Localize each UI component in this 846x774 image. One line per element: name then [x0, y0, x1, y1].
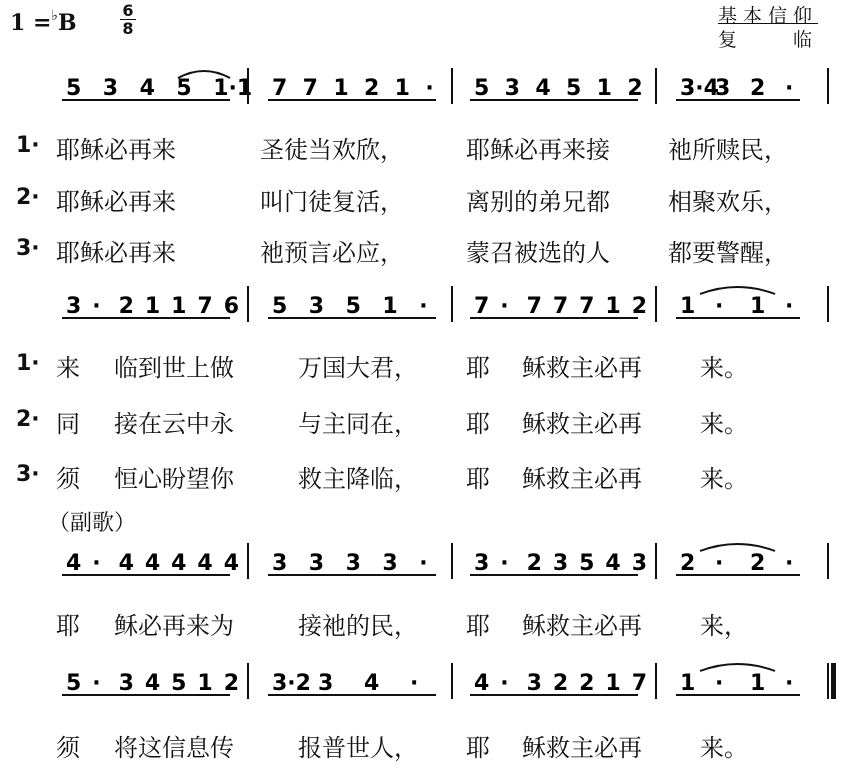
note-row4-0-3: 4 — [144, 671, 161, 696]
note-row3-0-5: 4 — [197, 551, 213, 576]
tie-2 — [700, 544, 775, 551]
note-row2-2-3: 7 — [552, 294, 569, 319]
note-row3-2-5: 4 — [605, 551, 621, 576]
note-row1-3-2: 2 — [750, 76, 766, 101]
credit-category: 基本信仰 — [717, 5, 818, 27]
note-row1-2-3: 5 — [566, 76, 582, 101]
note-row2-2-2: 7 — [526, 294, 542, 319]
note-row2-1-1: 3 — [308, 294, 325, 319]
note-row1-0-4: 1·1 — [213, 76, 253, 101]
note-row2-0-2: 2 — [118, 294, 134, 319]
note-row3-2-3: 3 — [552, 551, 569, 576]
note-row3-0-4: 4 — [171, 551, 187, 576]
note-row1-0-1: 3 — [102, 76, 119, 101]
note-row1-0-2: 4 — [139, 76, 155, 101]
note-row4-3-0: 1 — [680, 671, 696, 696]
note-row3-3-2: 2 — [750, 551, 766, 576]
note-row3-0-2: 4 — [118, 551, 134, 576]
note-row2-0-3: 1 — [144, 294, 161, 319]
note-row2-3-2: 1 — [750, 294, 766, 319]
key-signature: 1 =♭B — [10, 8, 77, 36]
note-row2-2-1: · — [500, 294, 509, 319]
note-row1-3-1: 3 — [715, 76, 731, 101]
note-row4-2-4: 2 — [579, 671, 595, 696]
note-row2-2-0: 7 — [474, 294, 490, 319]
verse2-line-2: 2· 同 接在云中永 与主同在， 耶 稣救主必再 来。 — [16, 407, 748, 438]
note-row2-0-6: 6 — [223, 294, 240, 319]
note-row3-0-3: 4 — [144, 551, 161, 576]
note-row3-2-4: 5 — [579, 551, 595, 576]
note-row3-0-1: · — [92, 551, 101, 576]
verse3-line: 3· 耶稣必再来 祂预言必应， 蒙召被选的人 都要警醒， — [16, 236, 788, 267]
note-row2-1-3: 1 — [382, 294, 398, 319]
note-row4-1-0: 3·2 — [272, 671, 311, 696]
note-row1-1-1: 7 — [302, 76, 318, 101]
note-row1-2-1: 3 — [504, 76, 520, 101]
note-row3-1-4: · — [419, 551, 428, 576]
note-row4-0-2: 3 — [118, 671, 134, 696]
note-row1-2-4: 1 — [596, 76, 612, 101]
note-row2-0-4: 1 — [171, 294, 187, 319]
note-row1-1-5: · — [425, 76, 434, 101]
final-barline — [831, 663, 836, 699]
note-row1-2-5: 2 — [627, 76, 643, 101]
chorus-label: （副歌） — [48, 511, 137, 536]
note-row2-2-5: 1 — [605, 294, 621, 319]
note-row4-2-3: 2 — [552, 671, 569, 696]
note-row4-1-3: · — [410, 671, 419, 696]
note-row1-1-3: 2 — [364, 76, 380, 101]
note-row3-1-2: 3 — [345, 551, 361, 576]
note-row3-0-0: 4 — [66, 551, 82, 576]
note-row4-0-1: · — [92, 671, 101, 696]
note-row2-0-0: 3 — [66, 294, 82, 319]
note-row1-1-4: 1 — [394, 76, 410, 101]
note-row4-2-1: · — [500, 671, 509, 696]
note-row4-0-0: 5 — [66, 671, 82, 696]
note-row2-0-5: 7 — [197, 294, 213, 319]
note-row1-0-3: 5 — [176, 76, 192, 101]
note-row4-2-0: 4 — [474, 671, 490, 696]
note-row2-3-0: 1 — [680, 294, 696, 319]
note-row1-3-3: · — [785, 76, 794, 101]
verse2-line: 2· 耶稣必再来 叫门徒复活， 离别的弟兄都 相聚欢乐， — [16, 185, 788, 216]
time-signature: 6 8 — [120, 2, 136, 37]
note-row1-1-2: 1 — [333, 76, 349, 101]
note-row4-0-6: 2 — [223, 671, 240, 696]
note-row4-3-3: · — [785, 671, 794, 696]
note-row1-3-0: 3·4 — [680, 76, 719, 101]
note-row3-3-0: 2 — [680, 551, 696, 576]
note-row2-1-0: 5 — [272, 294, 288, 319]
note-row4-2-2: 3 — [526, 671, 542, 696]
note-row3-3-1: · — [715, 551, 724, 576]
note-row3-1-0: 3 — [272, 551, 288, 576]
note-row4-1-1: 3 — [318, 671, 334, 696]
note-row1-2-0: 5 — [474, 76, 490, 101]
tie-3 — [700, 664, 775, 671]
note-row2-2-4: 7 — [579, 294, 595, 319]
note-row2-3-1: · — [715, 294, 724, 319]
note-row1-1-0: 7 — [272, 76, 288, 101]
note-row3-1-1: 3 — [308, 551, 325, 576]
note-row4-0-4: 5 — [171, 671, 187, 696]
note-row2-0-1: · — [92, 294, 101, 319]
note-row3-0-6: 4 — [223, 551, 240, 576]
note-row3-2-1: · — [500, 551, 509, 576]
tie-1 — [700, 287, 775, 294]
note-row3-1-3: 3 — [382, 551, 398, 576]
note-row4-2-5: 1 — [605, 671, 621, 696]
note-row4-2-6: 7 — [631, 671, 648, 696]
verse1-line-2: 1· 来 临到世上做 万国大君， 耶 稣救主必再 来。 — [16, 351, 748, 382]
credit-title: 复 临 — [717, 29, 818, 51]
note-row4-3-1: · — [715, 671, 724, 696]
note-row4-0-5: 1 — [197, 671, 213, 696]
verse3-line-2: 3· 须 恒心盼望你 救主降临， 耶 稣救主必再 来。 — [16, 462, 748, 493]
verse1-line: 1· 耶稣必再来 圣徒当欢欣， 耶稣必再来接 祂所赎民， — [16, 133, 788, 164]
note-row2-1-4: · — [419, 294, 428, 319]
note-row3-2-0: 3 — [474, 551, 490, 576]
note-row1-2-2: 4 — [535, 76, 551, 101]
note-row1-0-0: 5 — [66, 76, 82, 101]
note-row3-2-2: 2 — [526, 551, 542, 576]
note-row3-2-6: 3 — [631, 551, 648, 576]
note-row2-2-6: 2 — [631, 294, 648, 319]
note-row3-3-3: · — [785, 551, 794, 576]
note-row2-3-3: · — [785, 294, 794, 319]
note-row4-1-2: 4 — [364, 671, 380, 696]
note-row4-3-2: 1 — [750, 671, 766, 696]
note-row2-1-2: 5 — [345, 294, 361, 319]
